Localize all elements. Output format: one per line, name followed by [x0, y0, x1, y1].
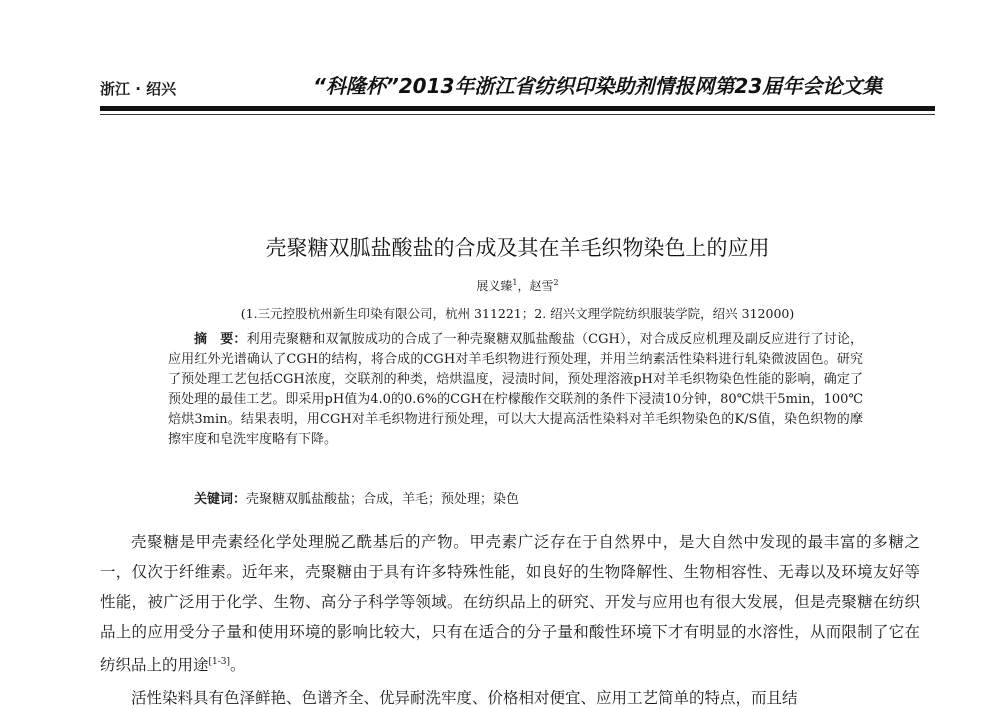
author-2: 赵雪	[529, 279, 554, 293]
paper-title: 壳聚糖双胍盐酸盐的合成及其在羊毛织物染色上的应用	[265, 236, 770, 260]
abstract-text: 利用壳聚糖和双氰胺成功的合成了一种壳聚糖双胍盐酸盐（CGH），对合成反应机理及副反应进行了讨论，应用红外光谱确认了CGH的结构，将合成的CGH对羊毛织物进行预处理，并用兰纳素活性染料进行轧染微波固色。研究了预处理工艺包括CGH浓度，交联剂的种类，焙烘温度，浸渍时间，预处理溶液pH对羊毛织物染色性能的影响，确定了预处理的最佳工艺。即采用pH值为4.0的0.6%的CGH在柠檬酸作交联剂的条件下浸渍10分钟，80℃烘干5min，100℃焙烘3min。结果表明，用CGH对羊毛织物进行预处理，可以大大提高活性染料对羊毛织物染色的K/S值，染色织物的摩擦牢度和皂洗牢度略有下降。	[168, 332, 863, 447]
header-location: 浙江 · 绍兴	[100, 80, 177, 98]
author-1: 展义臻	[476, 279, 513, 293]
body-paragraph-2: 活性染料具有色泽鲜艳、色谱齐全、优异耐洗牢度、价格相对便宜、应用工艺简单的特点，而且结	[131, 689, 798, 707]
affiliations: (1.三元控股杭州新生印染有限公司，杭州 311221；2. 绍兴文理学院纺织服装学院，绍兴 312000)	[240, 306, 795, 321]
header-rule-thin	[100, 114, 935, 115]
body-paragraph-1	[100, 527, 920, 680]
author-separator: ，	[517, 279, 530, 293]
keywords-text: 壳聚糖双胍盐酸盐；合成，羊毛；预处理；染色	[246, 492, 520, 507]
keywords	[168, 490, 863, 510]
paragraph-1-text: 壳聚糖是甲壳素经化学处理脱乙酰基后的产物。甲壳素广泛存在于自然界中，是大自然中发现的最丰富的多糖之一，仅次于纤维素。近年来，壳聚糖由于具有许多特殊性能，如良好的生物降解性、生物相容性、无毒以及环境友好等性能，被广泛用于化学、生物、高分子科学等领域。在纺织品上的研究、开发与应用也有很大发展，但是壳聚糖在纺织品上的应用受分子量和使用环境的影响比较大，只有在适合的分子量和酸性环境下才有明显的水溶性，从而限制了它在纺织品上的用途	[100, 533, 920, 675]
keywords-label: 关键词：	[194, 492, 247, 507]
header-rule-thick	[100, 106, 935, 111]
abstract-label: 摘 要：	[194, 332, 247, 347]
author-2-affil-mark: 2	[553, 278, 559, 287]
authors	[100, 277, 935, 294]
citation-ref: [1-3]	[208, 657, 231, 667]
author-1-affil-mark: 1	[512, 278, 518, 287]
paragraph-1-end: 。	[230, 656, 246, 675]
abstract	[168, 330, 863, 450]
header-proceedings-title: “科隆杯”2013年浙江省纺织印染助剂情报网第23届年会论文集	[313, 74, 883, 98]
